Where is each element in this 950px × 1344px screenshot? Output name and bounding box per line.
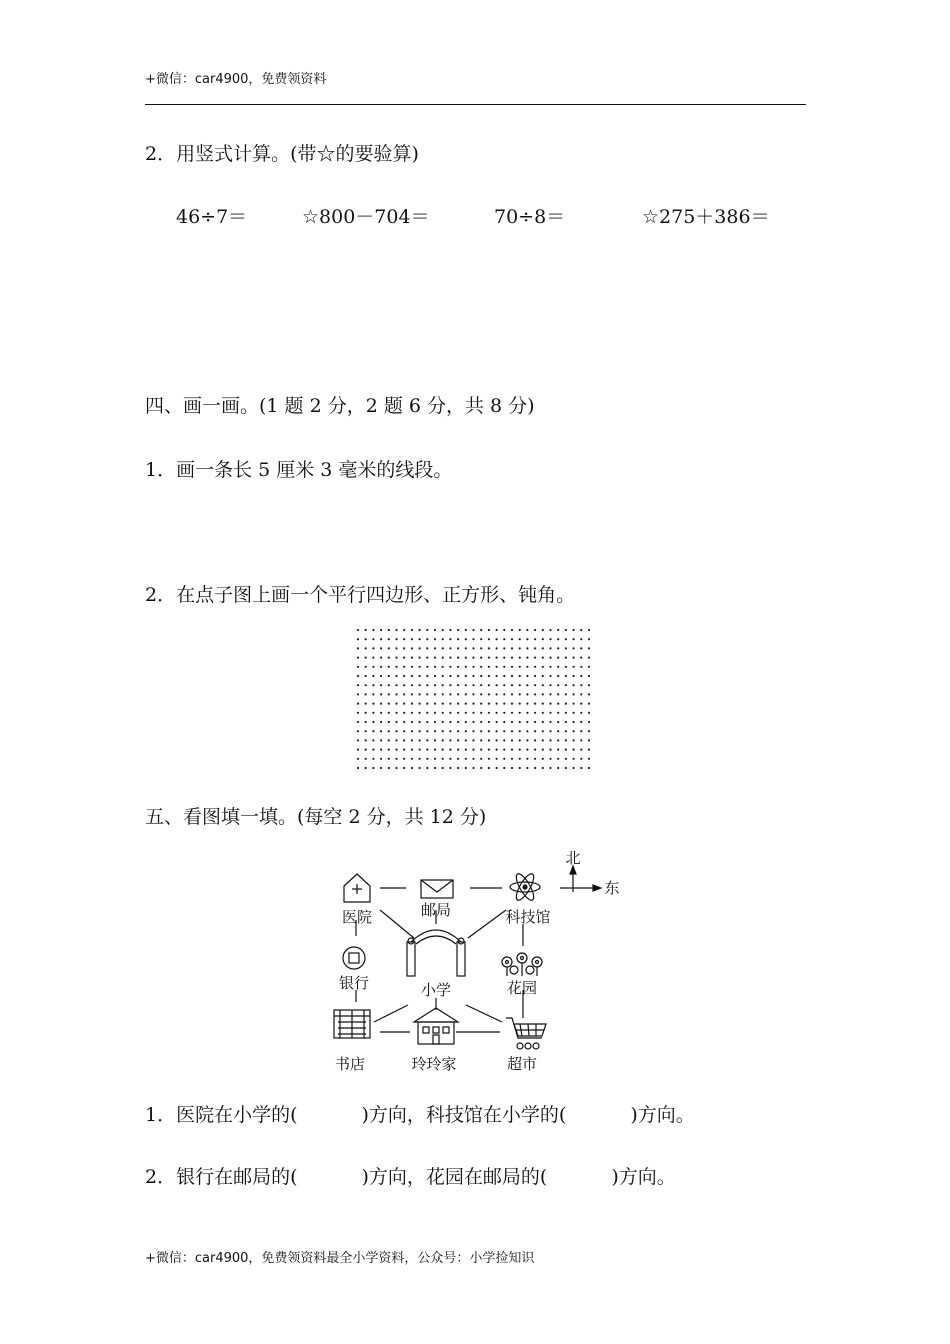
label-hospital: 医院: [341, 908, 373, 926]
q2-part-b: )方向，花园在邮局的(: [361, 1166, 548, 1188]
label-north: 北: [565, 849, 581, 867]
section4-q1: 1．画一条长 5 厘米 3 毫米的线段。: [145, 459, 453, 481]
q1-part-c: )方向。: [630, 1104, 695, 1126]
q2-title: 2．用竖式计算。(带☆的要验算): [145, 143, 419, 165]
section5-q1: [145, 1100, 695, 1127]
label-science-museum: 科技馆: [505, 908, 551, 926]
section4-q2: 2．在点子图上画一个平行四边形、正方形、钝角。: [145, 584, 576, 606]
problem-3: 70÷8＝: [494, 206, 566, 228]
label-lingling-home: 玲玲家: [411, 1055, 457, 1073]
label-post-office: 邮局: [420, 901, 452, 919]
q2-part-c: )方向。: [611, 1166, 676, 1188]
label-school: 小学: [420, 981, 452, 999]
section5-q2: [145, 1162, 676, 1189]
section5-title: 五、看图填一填。(每空 2 分，共 12 分): [145, 806, 487, 828]
problem-1: 46÷7＝: [176, 206, 248, 228]
label-bookstore: 书店: [334, 1055, 366, 1073]
label-garden: 花园: [506, 979, 538, 997]
footer-text: +微信：car4900，免费领资料最全小学资料，公众号：小学捡知识: [145, 1251, 535, 1266]
q1-part-b: )方向，科技馆在小学的(: [361, 1104, 567, 1126]
header-wechat: +微信：car4900，免费领资料: [145, 72, 327, 87]
label-bank: 银行: [338, 974, 370, 992]
problem-4: ☆275＋386＝: [642, 206, 770, 228]
label-east: 东: [604, 879, 620, 897]
header-divider: [145, 104, 806, 105]
label-supermarket: 超市: [506, 1055, 538, 1073]
problem-2: ☆800－704＝: [302, 206, 430, 228]
q2-part-a: 2．银行在邮局的(: [145, 1166, 298, 1188]
section4-title: 四、画一画。(1 题 2 分，2 题 6 分，共 8 分): [145, 395, 535, 417]
q1-part-a: 1．医院在小学的(: [145, 1104, 298, 1126]
direction-map: [320, 840, 640, 1080]
dot-grid[interactable]: [352, 624, 596, 776]
